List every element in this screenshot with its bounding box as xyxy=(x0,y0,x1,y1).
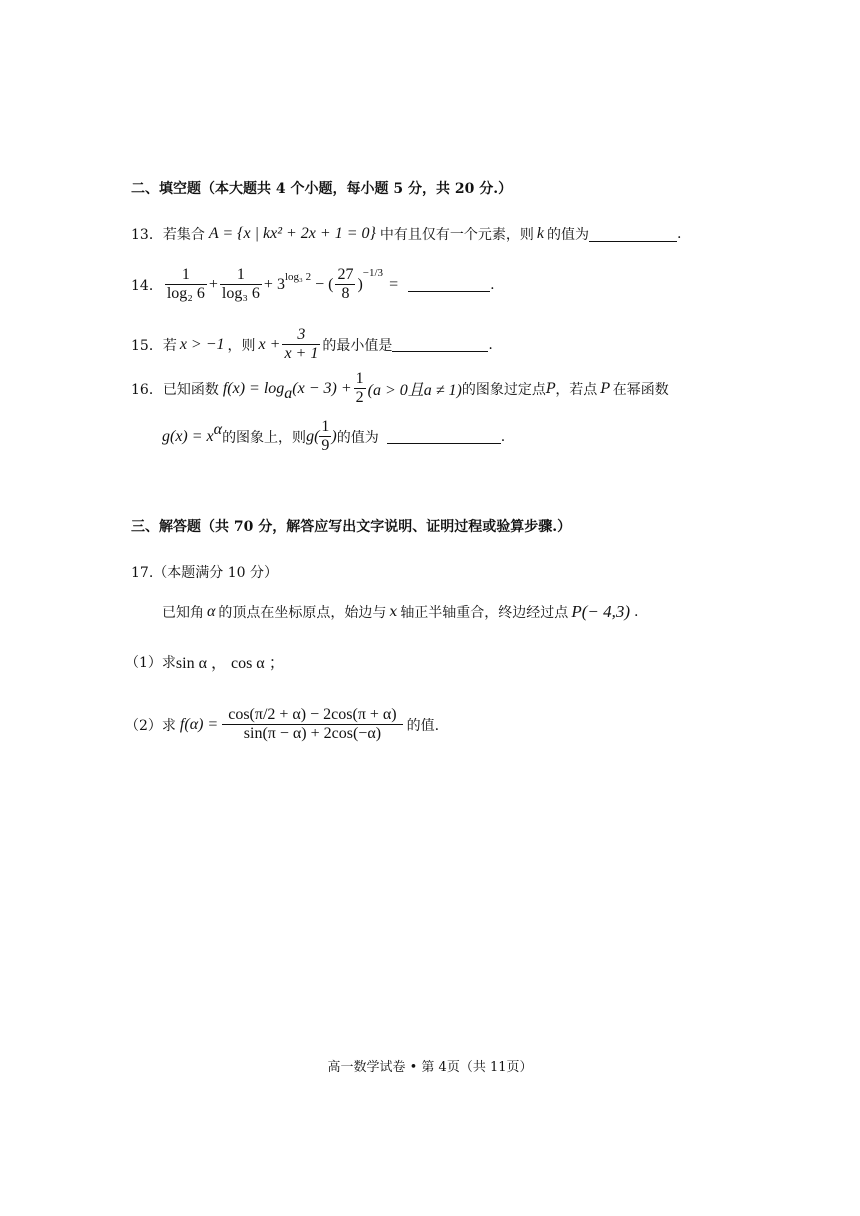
fraction xyxy=(222,706,402,743)
fraction xyxy=(354,370,366,407)
question-text: 若集合 xyxy=(162,227,205,243)
question-number: 15． xyxy=(131,337,163,354)
math-expression: f(α) = xyxy=(179,715,219,733)
part-label: （1）求 xyxy=(125,654,176,671)
question-text: 的顶点在坐标原点，始边与 xyxy=(218,605,387,621)
period: . xyxy=(500,428,506,445)
fraction-numerator: 1 xyxy=(321,418,330,435)
period: . xyxy=(677,226,682,242)
answer-blank[interactable] xyxy=(387,429,501,444)
question-number: 16． xyxy=(131,381,163,398)
fraction-denominator: x + 1 xyxy=(284,345,319,362)
fraction-numerator: cos(π/2 + α) − 2cos(π + α) xyxy=(222,706,402,725)
question-number: 14． xyxy=(131,277,163,294)
point-coordinates: P(− 4,3) xyxy=(571,602,630,621)
fraction xyxy=(282,326,320,363)
fraction-denominator: 8 xyxy=(341,285,350,302)
fraction-denominator: log₃ 6 xyxy=(221,285,260,302)
question-text: 已知角 xyxy=(162,605,204,621)
question-text: 在幂函数 xyxy=(612,381,669,398)
question-14 xyxy=(131,266,495,303)
math-expression: ) xyxy=(331,427,337,445)
math-term: ) xyxy=(357,275,363,293)
math-expression: x + xyxy=(258,335,281,353)
question-text: ，则 xyxy=(227,337,256,354)
point-label: P xyxy=(545,380,556,397)
section-2-title: 二、填空题（本大题共 4 个小题，每小题 5 分，共 20 分.） xyxy=(131,181,513,197)
math-variable: α xyxy=(207,603,216,620)
math-expression: A = {x | kx² + 2x + 1 = 0} xyxy=(208,225,376,242)
question-text: 的最小值是 xyxy=(322,337,393,354)
question-text: 若 xyxy=(162,337,177,354)
part-label: （2）求 xyxy=(125,717,176,734)
question-16-line-2 xyxy=(162,418,505,455)
math-expression: sin α ， cos α ； xyxy=(175,655,285,672)
answer-blank[interactable] xyxy=(408,277,490,292)
fraction-denominator: 2 xyxy=(355,389,364,406)
equals-sign: = xyxy=(389,275,399,293)
math-term: + 3 xyxy=(263,275,285,293)
log-base: a xyxy=(284,384,293,402)
fraction-denominator: log₂ 6 xyxy=(166,285,205,302)
fraction-denominator: 9 xyxy=(321,437,330,454)
math-variable: x xyxy=(389,604,398,620)
fraction-numerator: 1 xyxy=(220,266,262,285)
question-text: 的值为 xyxy=(547,227,590,243)
fraction xyxy=(319,418,331,455)
period: . xyxy=(488,336,493,353)
point-label: P xyxy=(600,380,610,397)
math-expression: g( xyxy=(306,427,320,445)
question-text: 中有且仅有一个元素，则 xyxy=(379,227,534,243)
period: . xyxy=(634,604,639,620)
question-text: 已知函数 xyxy=(162,381,219,398)
fraction-numerator: 1 xyxy=(355,370,364,387)
question-text: 的值为 xyxy=(336,429,379,446)
fraction-numerator: 3 xyxy=(282,326,320,345)
question-15 xyxy=(131,326,493,363)
question-text: ，若点 xyxy=(555,381,598,398)
math-variable: k xyxy=(536,225,545,242)
question-17-part-1 xyxy=(125,650,285,673)
question-16 xyxy=(131,370,669,407)
math-expression: g(x) = x xyxy=(162,427,214,445)
question-text: 的图象上，则 xyxy=(222,429,307,446)
math-expression: x > −1 xyxy=(179,335,225,353)
math-condition: (a > 0且a ≠ 1) xyxy=(367,382,462,399)
question-text: 的值. xyxy=(406,717,440,734)
fraction xyxy=(335,266,355,303)
page-footer: 高一数学试卷 • 第 4页（共 11页） xyxy=(327,1060,533,1075)
fraction xyxy=(165,266,207,303)
answer-blank[interactable] xyxy=(392,337,488,352)
section-3-title: 三、解答题（共 70 分，解答应写出文字说明、证明过程或验算步骤.） xyxy=(131,519,572,535)
plus-sign: + xyxy=(208,275,218,293)
fraction xyxy=(220,266,262,303)
question-17-header: 17.（本题满分 10 分） xyxy=(131,565,278,581)
math-term: − ( xyxy=(315,275,334,293)
exponent: −1/3 xyxy=(362,266,384,279)
question-17-stem xyxy=(162,602,638,622)
fraction-numerator: 1 xyxy=(165,266,207,285)
question-text: 轴正半轴重合，终边经过点 xyxy=(400,605,569,621)
question-text: 的图象过定点 xyxy=(461,381,546,398)
period: . xyxy=(490,276,495,293)
exponent: log₃ 2 xyxy=(284,270,312,283)
exponent: α xyxy=(213,420,223,438)
fraction-numerator: 27 xyxy=(337,266,354,283)
question-number: 13． xyxy=(131,227,163,243)
answer-blank[interactable] xyxy=(589,227,677,242)
question-17-part-2 xyxy=(125,706,439,743)
question-13 xyxy=(131,224,681,244)
math-expression: f(x) = log xyxy=(222,379,285,397)
math-expression: (x − 3) + xyxy=(292,379,352,397)
fraction-denominator: sin(π − α) + 2cos(−α) xyxy=(243,725,382,742)
